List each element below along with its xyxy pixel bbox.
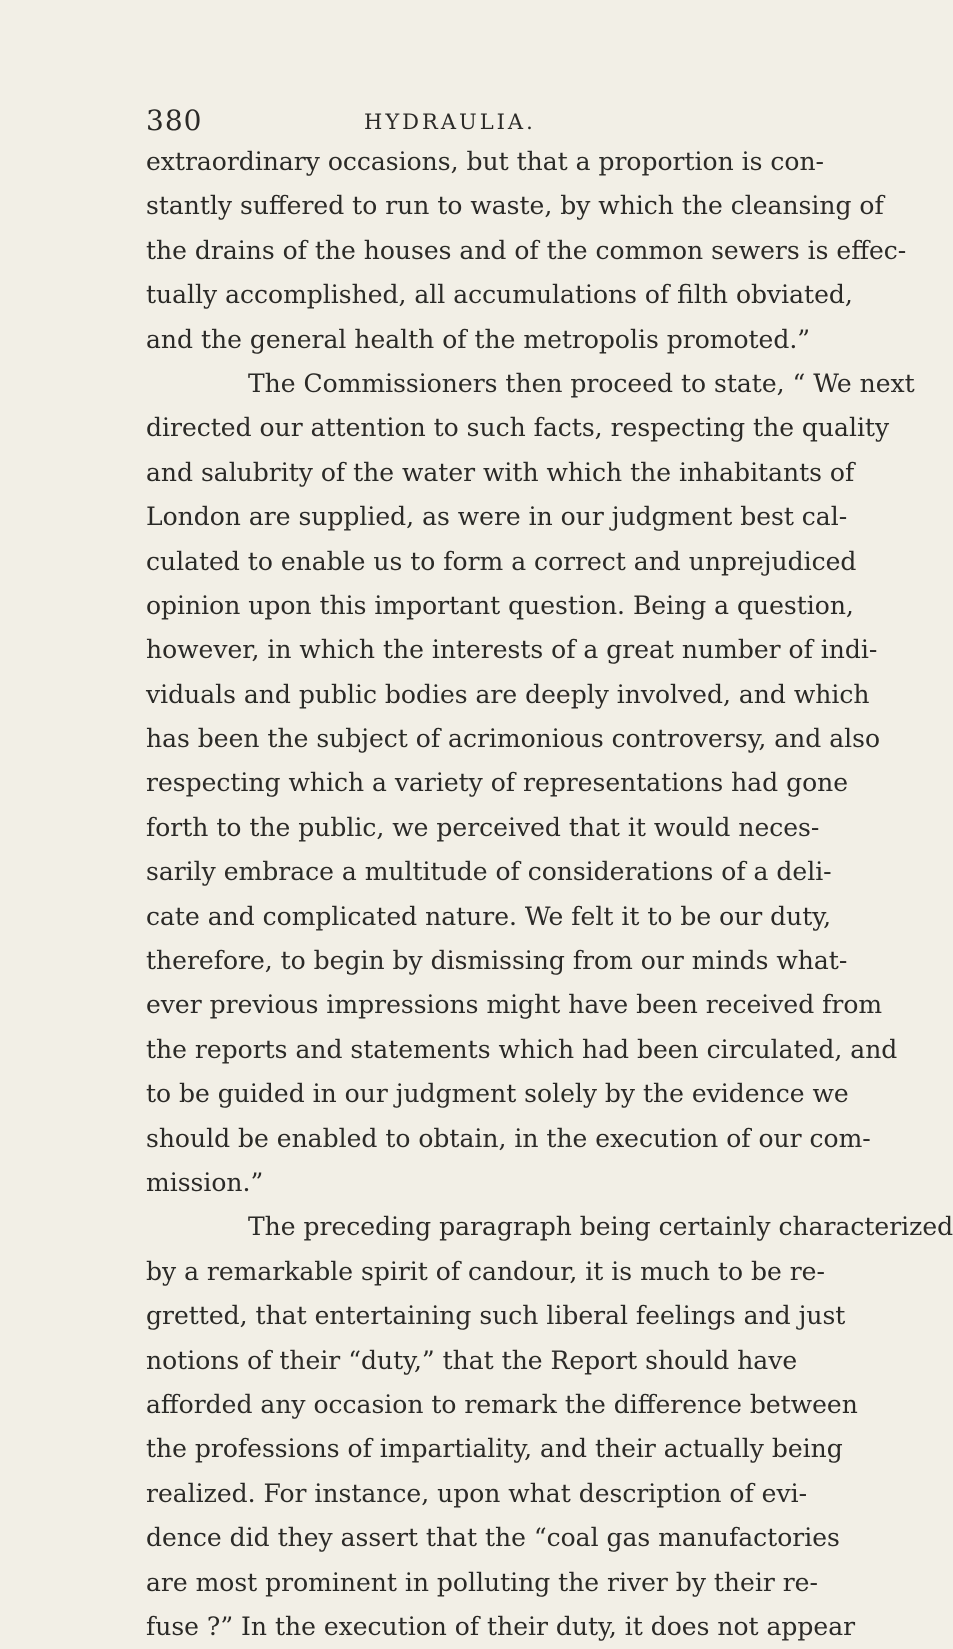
text-line: London are supplied, as were in our judgment best cal- [146,502,848,532]
text-line: and salubrity of the water with which the inhabitants of [146,457,855,487]
text-line: should be enabled to obtain, in the execution of our com- [146,1123,871,1153]
text-line: by a remarkable spirit of candour, it is much to be re- [146,1256,825,1286]
text-line: stantly suffered to run to waste, by which the cleansing of [146,191,884,221]
text-line: fuse ?” In the execution of their duty, it does not appear [146,1611,856,1641]
text-line: ever previous impressions might have been received from [146,990,883,1020]
text-line: the reports and statements which had been circulated, and [146,1034,898,1064]
text-line: however, in which the interests of a great number of indi- [146,635,878,665]
text-line: are most prominent in polluting the river by their re- [146,1567,818,1597]
text-line: viduals and public bodies are deeply involved, and which [146,679,870,709]
running-title: HYDRAULIA. [364,110,536,134]
text-line: culated to enable us to form a correct and unprejudiced [146,546,857,576]
text-line: sarily embrace a multitude of considerations of a deli- [146,857,832,887]
text-line: to be guided in our judgment solely by the evidence we [146,1079,849,1109]
text-line: dence did they assert that the “coal gas manufactories [146,1523,840,1553]
paragraph-start-line: The preceding paragraph being certainly characterized [248,1212,953,1242]
text-line: tually accomplished, all accumulations of filth obviated, [146,280,853,310]
text-line: afforded any occasion to remark the difference between [146,1389,858,1419]
text-line: opinion upon this important question. Being a question, [146,590,854,620]
text-line: gretted, that entertaining such liberal feelings and just [146,1301,846,1331]
text-line: mission.” [146,1167,264,1197]
text-line: therefore, to begin by dismissing from our minds what- [146,946,848,976]
text-line: has been the subject of acrimonious controversy, and also [146,724,881,754]
text-line: the drains of the houses and of the common sewers is effec- [146,235,907,265]
text-line: extraordinary occasions, but that a proportion is con- [146,147,825,176]
body-text [146,140,953,1649]
text-line: cate and complicated nature. We felt it to be our duty, [146,901,832,931]
text-line: respecting which a variety of representations had gone [146,768,849,798]
text-line: notions of their “duty,” that the Report should have [146,1345,798,1375]
text-line: directed our attention to such facts, respecting the quality [146,413,890,443]
page-header [146,104,760,144]
page-number: 380 [146,104,203,137]
text-line: and the general health of the metropolis promoted.” [146,324,811,354]
paragraph-start-line: The Commissioners then proceed to state, “ We next [248,368,915,398]
text-line: the professions of impartiality, and their actually being [146,1434,843,1464]
text-line: realized. For instance, upon what description of evi- [146,1478,808,1508]
text-line: forth to the public, we perceived that it would neces- [146,812,820,842]
